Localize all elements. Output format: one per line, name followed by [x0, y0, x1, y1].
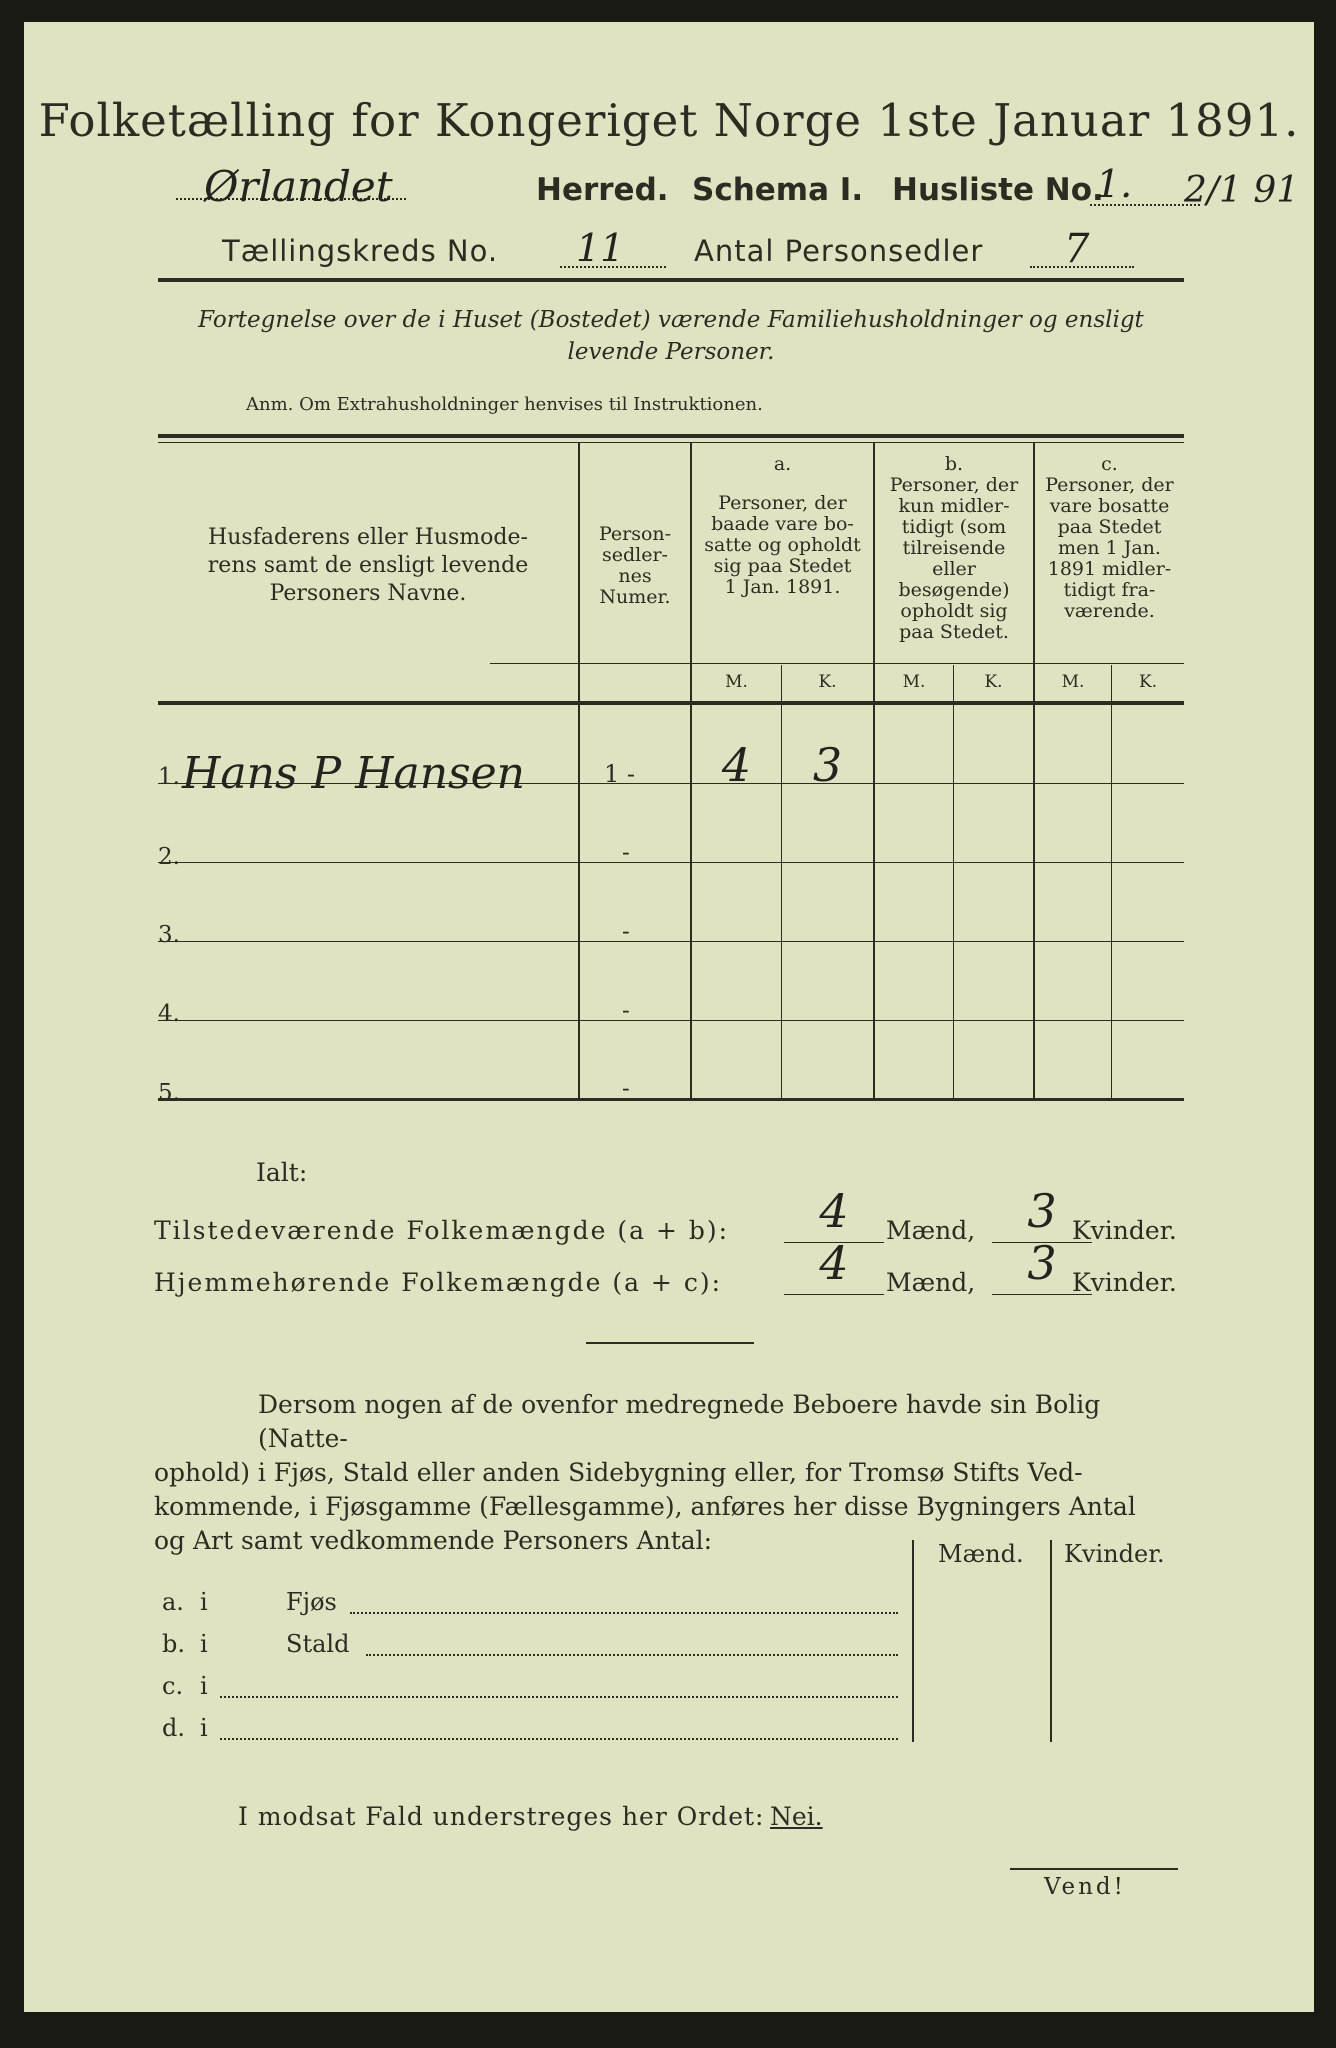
herred-label: Herred. [536, 172, 669, 208]
row-1-a-m: 4 [721, 738, 752, 792]
row-1-a-k: 3 [812, 738, 843, 792]
total-2-maend: Mænd, [886, 1268, 976, 1297]
total-2-m: 4 [819, 1236, 849, 1290]
c-m-label: M. [1061, 672, 1085, 692]
kreds-label: Tællingskreds No. [222, 234, 499, 268]
total-1-maend: Mænd, [886, 1216, 976, 1245]
schema-label: Schema I. [692, 172, 864, 208]
vend-text: Vend! [1044, 1874, 1126, 1900]
census-form [24, 22, 1314, 2012]
intro-line-1: Fortegnelse over de i Huset (Bostedet) værende Familiehusholdninger og ensligt [198, 307, 1144, 333]
row-5-number: 5. [158, 1080, 180, 1106]
total-1-label: Tilstedeværende Folkemængde (a + b): [154, 1216, 730, 1245]
row-1-name: Hans P Hansen [182, 748, 525, 799]
husliste-note: 2/1 91 [1184, 170, 1300, 211]
row-4-numer: - [622, 998, 630, 1024]
a-k-label: K. [818, 672, 837, 692]
building-kvinder-header: Kvinder. [1064, 1540, 1165, 1568]
antal-value: 7 [1064, 226, 1090, 272]
building-row-b-letter: b. [162, 1630, 185, 1658]
total-1-k: 3 [1027, 1184, 1057, 1238]
total-2-kvinder: Kvinder. [1072, 1268, 1177, 1297]
row-2-number: 2. [158, 844, 180, 870]
kreds-value: 11 [576, 226, 625, 270]
intro-line-2: levende Personer. [567, 339, 775, 365]
building-row-a-label: Fjøs [286, 1588, 337, 1616]
building-row-d-prefix: i [200, 1714, 208, 1742]
herred-value: Ørlandet [204, 162, 393, 211]
row-2-numer: - [622, 840, 630, 866]
total-2-label: Hjemmehørende Folkemængde (a + c): [154, 1268, 722, 1297]
nei-word: Nei. [770, 1802, 823, 1831]
antal-label: Antal Personsedler [694, 234, 984, 268]
form-title: Folketælling for Kongeriget Norge 1ste Januar 1891. [38, 94, 1300, 147]
row-4-number: 4. [158, 1001, 180, 1027]
b-k-label: K. [984, 672, 1003, 692]
husliste-value: 1. [1096, 162, 1133, 206]
total-2-k: 3 [1027, 1236, 1057, 1290]
header-numer: Person- sedler- nes Numer. [598, 523, 672, 608]
building-row-c-prefix: i [200, 1672, 208, 1700]
building-row-a-letter: a. [162, 1588, 184, 1616]
row-5-numer: - [622, 1076, 630, 1102]
row-3-numer: - [622, 919, 630, 945]
building-row-c-letter: c. [162, 1672, 184, 1700]
header-col-c: c. Personer, der vare bosatte paa Stedet men 1 Jan. 1891 midler- tidigt fra- værende. [1045, 453, 1174, 622]
building-maend-header: Mænd. [938, 1540, 1024, 1568]
ialt-label: Ialt: [256, 1158, 308, 1187]
building-row-b-prefix: i [200, 1630, 208, 1658]
row-1-number: 1. [158, 764, 180, 790]
building-paragraph: Dersom nogen af de ovenfor medregnede Beboere havde sin Bolig (Natte- ophold) i Fjøs, Stald eller anden Sidebygning eller, for Tromsø Stifts Ved- kommende, i Fjøsgamme (Fællesgamme), anføres her disse Bygningers Antal og Art samt vedkommende Personers Antal: [154, 1390, 1136, 1555]
building-row-b-label: Stald [286, 1630, 350, 1658]
header-names: Husfaderens eller Husmode- rens samt de ensligt levende Personers Navne. [207, 525, 529, 606]
header-col-b: b. Personer, der kun midler- tidigt (som tilreisende eller besøgende) opholdt sig paa Stedet. [889, 453, 1019, 643]
b-m-label: M. [902, 672, 926, 692]
c-k-label: K. [1138, 672, 1158, 692]
total-1-kvinder: Kvinder. [1072, 1216, 1177, 1245]
row-3-number: 3. [158, 922, 180, 948]
total-1-m: 4 [819, 1184, 849, 1238]
a-m-label: M. [725, 672, 748, 692]
modsat-text: I modsat Fald understreges her Ordet: [238, 1802, 765, 1831]
building-row-d-letter: d. [162, 1714, 185, 1742]
row-1-numer: 1 - [604, 760, 636, 788]
header-col-a: a. Personer, der baade vare bo- satte og opholdt sig paa Stedet 1 Jan. 1891. [704, 453, 861, 598]
intro-note: Anm. Om Extrahusholdninger henvises til Instruktionen. [246, 394, 763, 415]
building-row-a-prefix: i [200, 1588, 208, 1616]
husliste-label: Husliste No. [892, 172, 1104, 208]
